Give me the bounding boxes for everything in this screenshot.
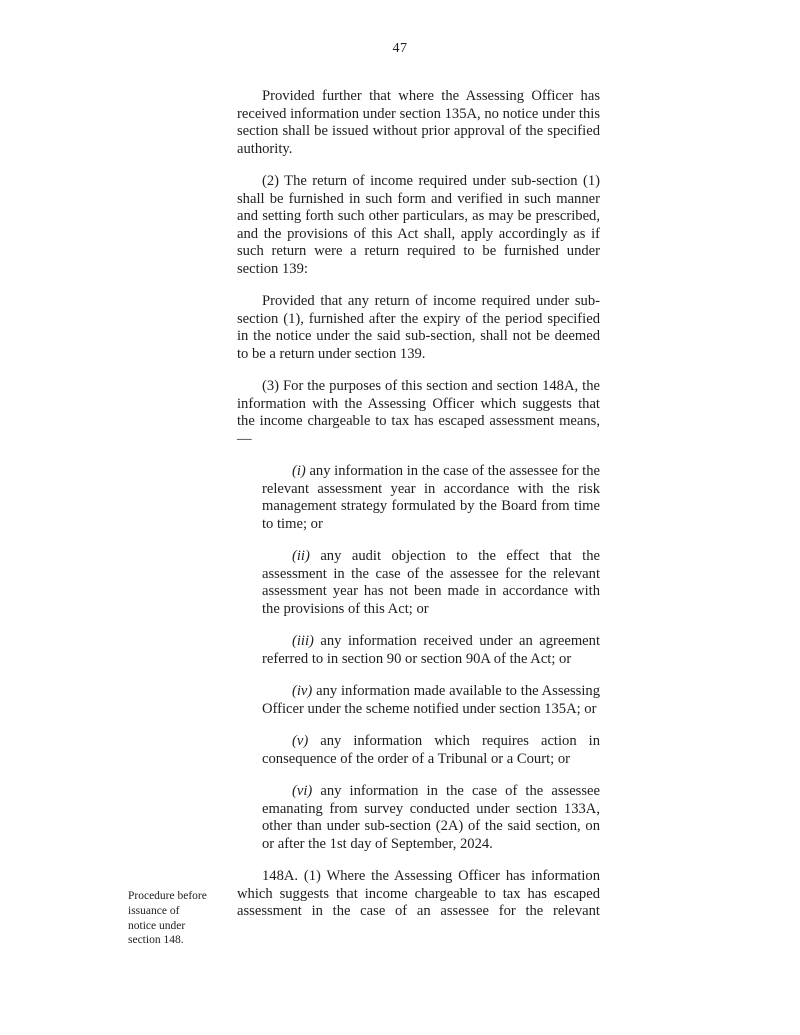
sub-item-iv <box>262 683 600 718</box>
sub-item-iii-marker: (iii) <box>292 633 314 649</box>
sub-item-iii <box>262 633 600 668</box>
paragraph-subsection-2: (2) The return of income required under sub-section (1) shall be furnished in such form and verified in such manner and setting forth such other particulars, as may be prescribed, and the provisions of this Act shall, apply accordingly as if such return were a return required to be furnished under section 139: <box>237 173 600 277</box>
paragraph-proviso-return-139: Provided that any return of income required under sub-section (1), furnished after the expiry of the period specified in the notice under the said sub-section, shall not be deemed to be a return under section 139. <box>237 293 600 362</box>
sub-item-iv-marker: (iv) <box>292 683 313 699</box>
sub-item-vi <box>262 783 600 853</box>
paragraph-section-148a: 148A. (1) Where the Assessing Officer has information which suggests that income chargeable to tax has escaped assessment in the case of an assessee for the relevant <box>237 868 600 919</box>
sub-item-v-text: any information which requires action in consequence of the order of a Tribunal or a Court; or <box>262 733 600 767</box>
margin-note: Procedure before issuance of notice under section 148. <box>128 890 207 947</box>
sub-item-iii-text: any information received under an agreement referred to in section 90 or section 90A of the Act; or <box>262 633 600 667</box>
sub-item-i-marker: (i) <box>292 463 306 479</box>
paragraph-subsection-3: (3) For the purposes of this section and section 148A, the information with the Assessing Officer which suggests that the income chargeable to tax has escaped assessment means,— <box>237 378 600 447</box>
sub-item-i-text: any information in the case of the assessee for the relevant assessment year in accordance with the risk management strategy formulated by the Board from time to time; or <box>262 463 600 532</box>
sub-item-v-marker: (v) <box>292 733 309 749</box>
page-number: 47 <box>392 41 408 56</box>
sub-item-iv-text: any information made available to the Assessing Officer under the scheme notified under section 135A; or <box>262 683 601 717</box>
sub-item-vi-marker: (vi) <box>292 783 313 799</box>
sub-item-ii <box>262 548 600 618</box>
text-column <box>237 88 600 921</box>
sub-item-v <box>262 733 600 768</box>
sub-item-ii-marker: (ii) <box>292 548 310 564</box>
paragraph-proviso-section-135a: Provided further that where the Assessing Officer has received information under section 135A, no notice under this section shall be issued without prior approval of the specified authority. <box>237 88 600 157</box>
sub-item-ii-text: any audit objection to the effect that the assessment in the case of the assessee for the relevant assessment year has not been made in accordance with the provisions of this Act; or <box>262 548 600 617</box>
sub-item-vi-text: any information in the case of the assessee emanating from survey conducted under section 133A, other than under sub-section (2A) of the said section, on or after the 1st day of September, 2024. <box>262 783 600 852</box>
sub-item-i <box>262 463 600 533</box>
